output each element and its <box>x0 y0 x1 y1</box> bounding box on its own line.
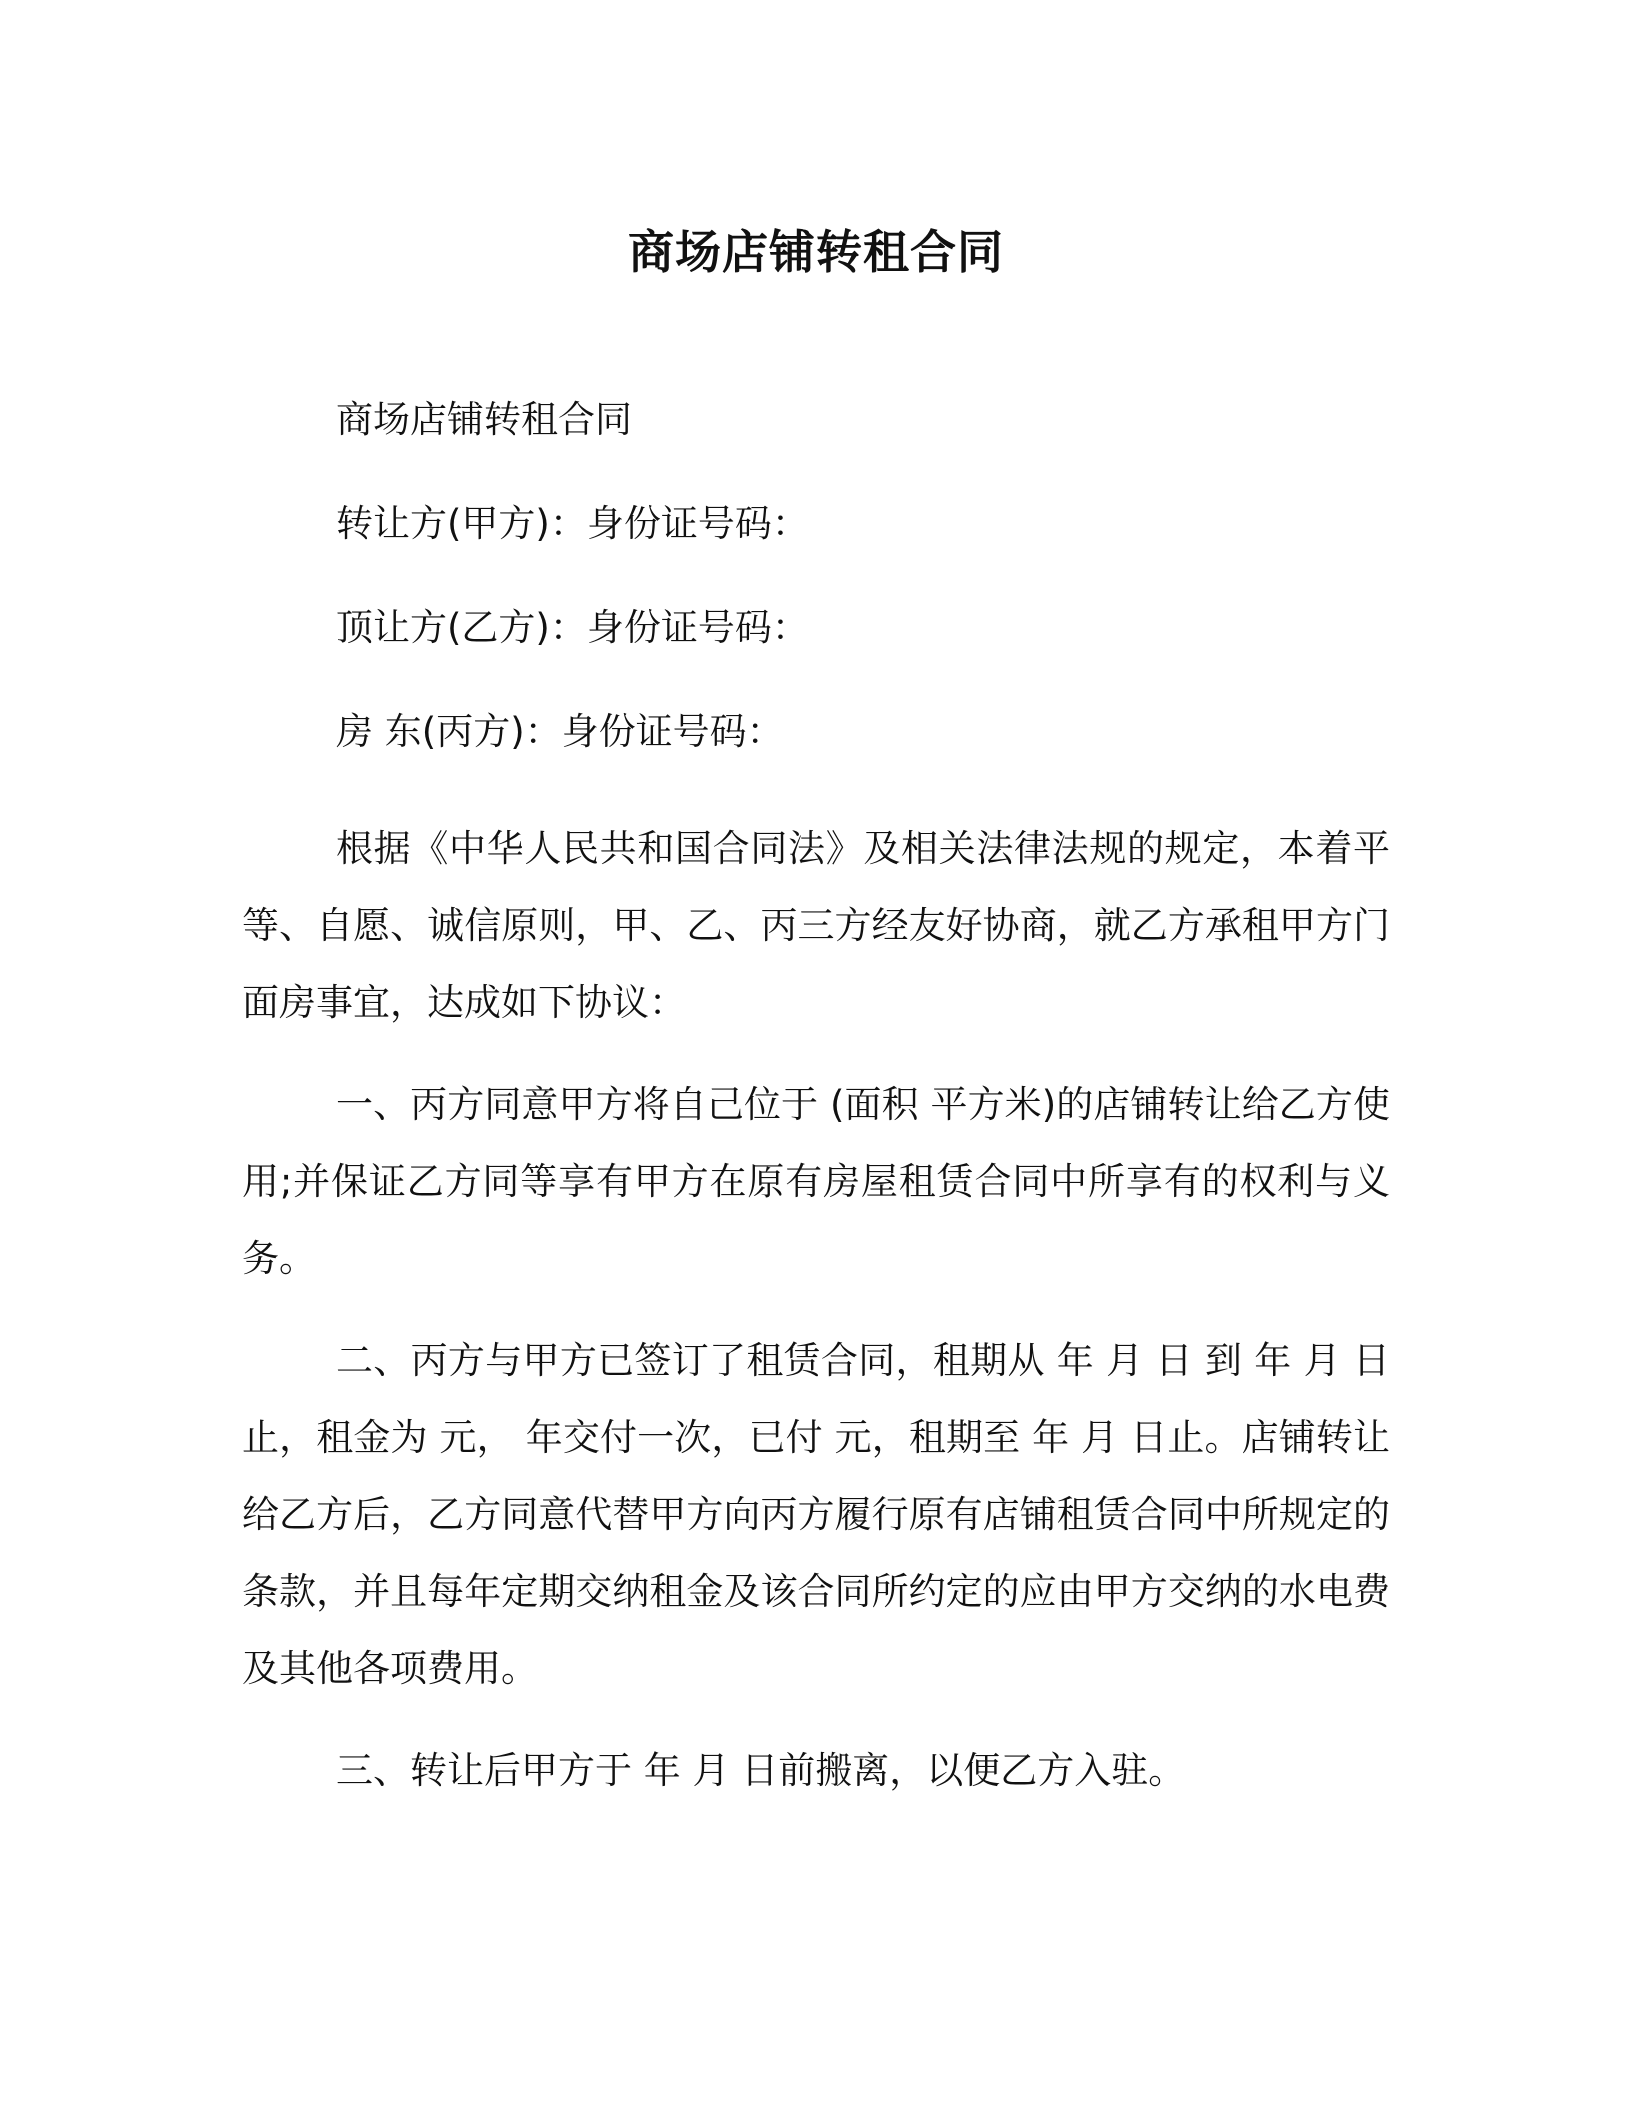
intro-paragraph: 根据《中华人民共和国合同法》及相关法律法规的规定，本着平等、自愿、诚信原则，甲、乙、丙三方经友好协商，就乙方承租甲方门面房事宜，达成如下协议： <box>242 827 1390 1024</box>
document-title: 商场店铺转租合同 <box>628 225 1004 279</box>
clause-1-paragraph: 一、丙方同意甲方将自己位于 (面积 平方米)的店铺转让给乙方使用;并保证乙方同等享有甲方在原有房屋租赁合同中所享有的权利与义务。 <box>242 1083 1390 1280</box>
clause-2-paragraph: 二、丙方与甲方已签订了租赁合同，租期从 年 月 日 到 年 月 日止，租金为 元， 年交付一次，已付 元，租期至 年 月 日止。店铺转让给乙方后，乙方同意代替甲方向丙方履行原有店铺租赁合同中所规定的条款，并且每年定期交纳租金及该合同所约定的应由甲方交纳的水电费及其他各项费用。 <box>242 1339 1390 1690</box>
document-subtitle: 商场店铺转租合同 <box>336 398 632 441</box>
clause-3-paragraph: 三、转让后甲方于 年 月 日前搬离，以便乙方入驻。 <box>336 1749 1186 1792</box>
party-b-line: 顶让方(乙方)：身份证号码： <box>336 606 809 649</box>
document-body <box>242 394 1390 1834</box>
party-c-line: 房 东(丙方)：身份证号码： <box>336 710 784 753</box>
party-a-line: 转让方(甲方)：身份证号码： <box>336 502 809 545</box>
